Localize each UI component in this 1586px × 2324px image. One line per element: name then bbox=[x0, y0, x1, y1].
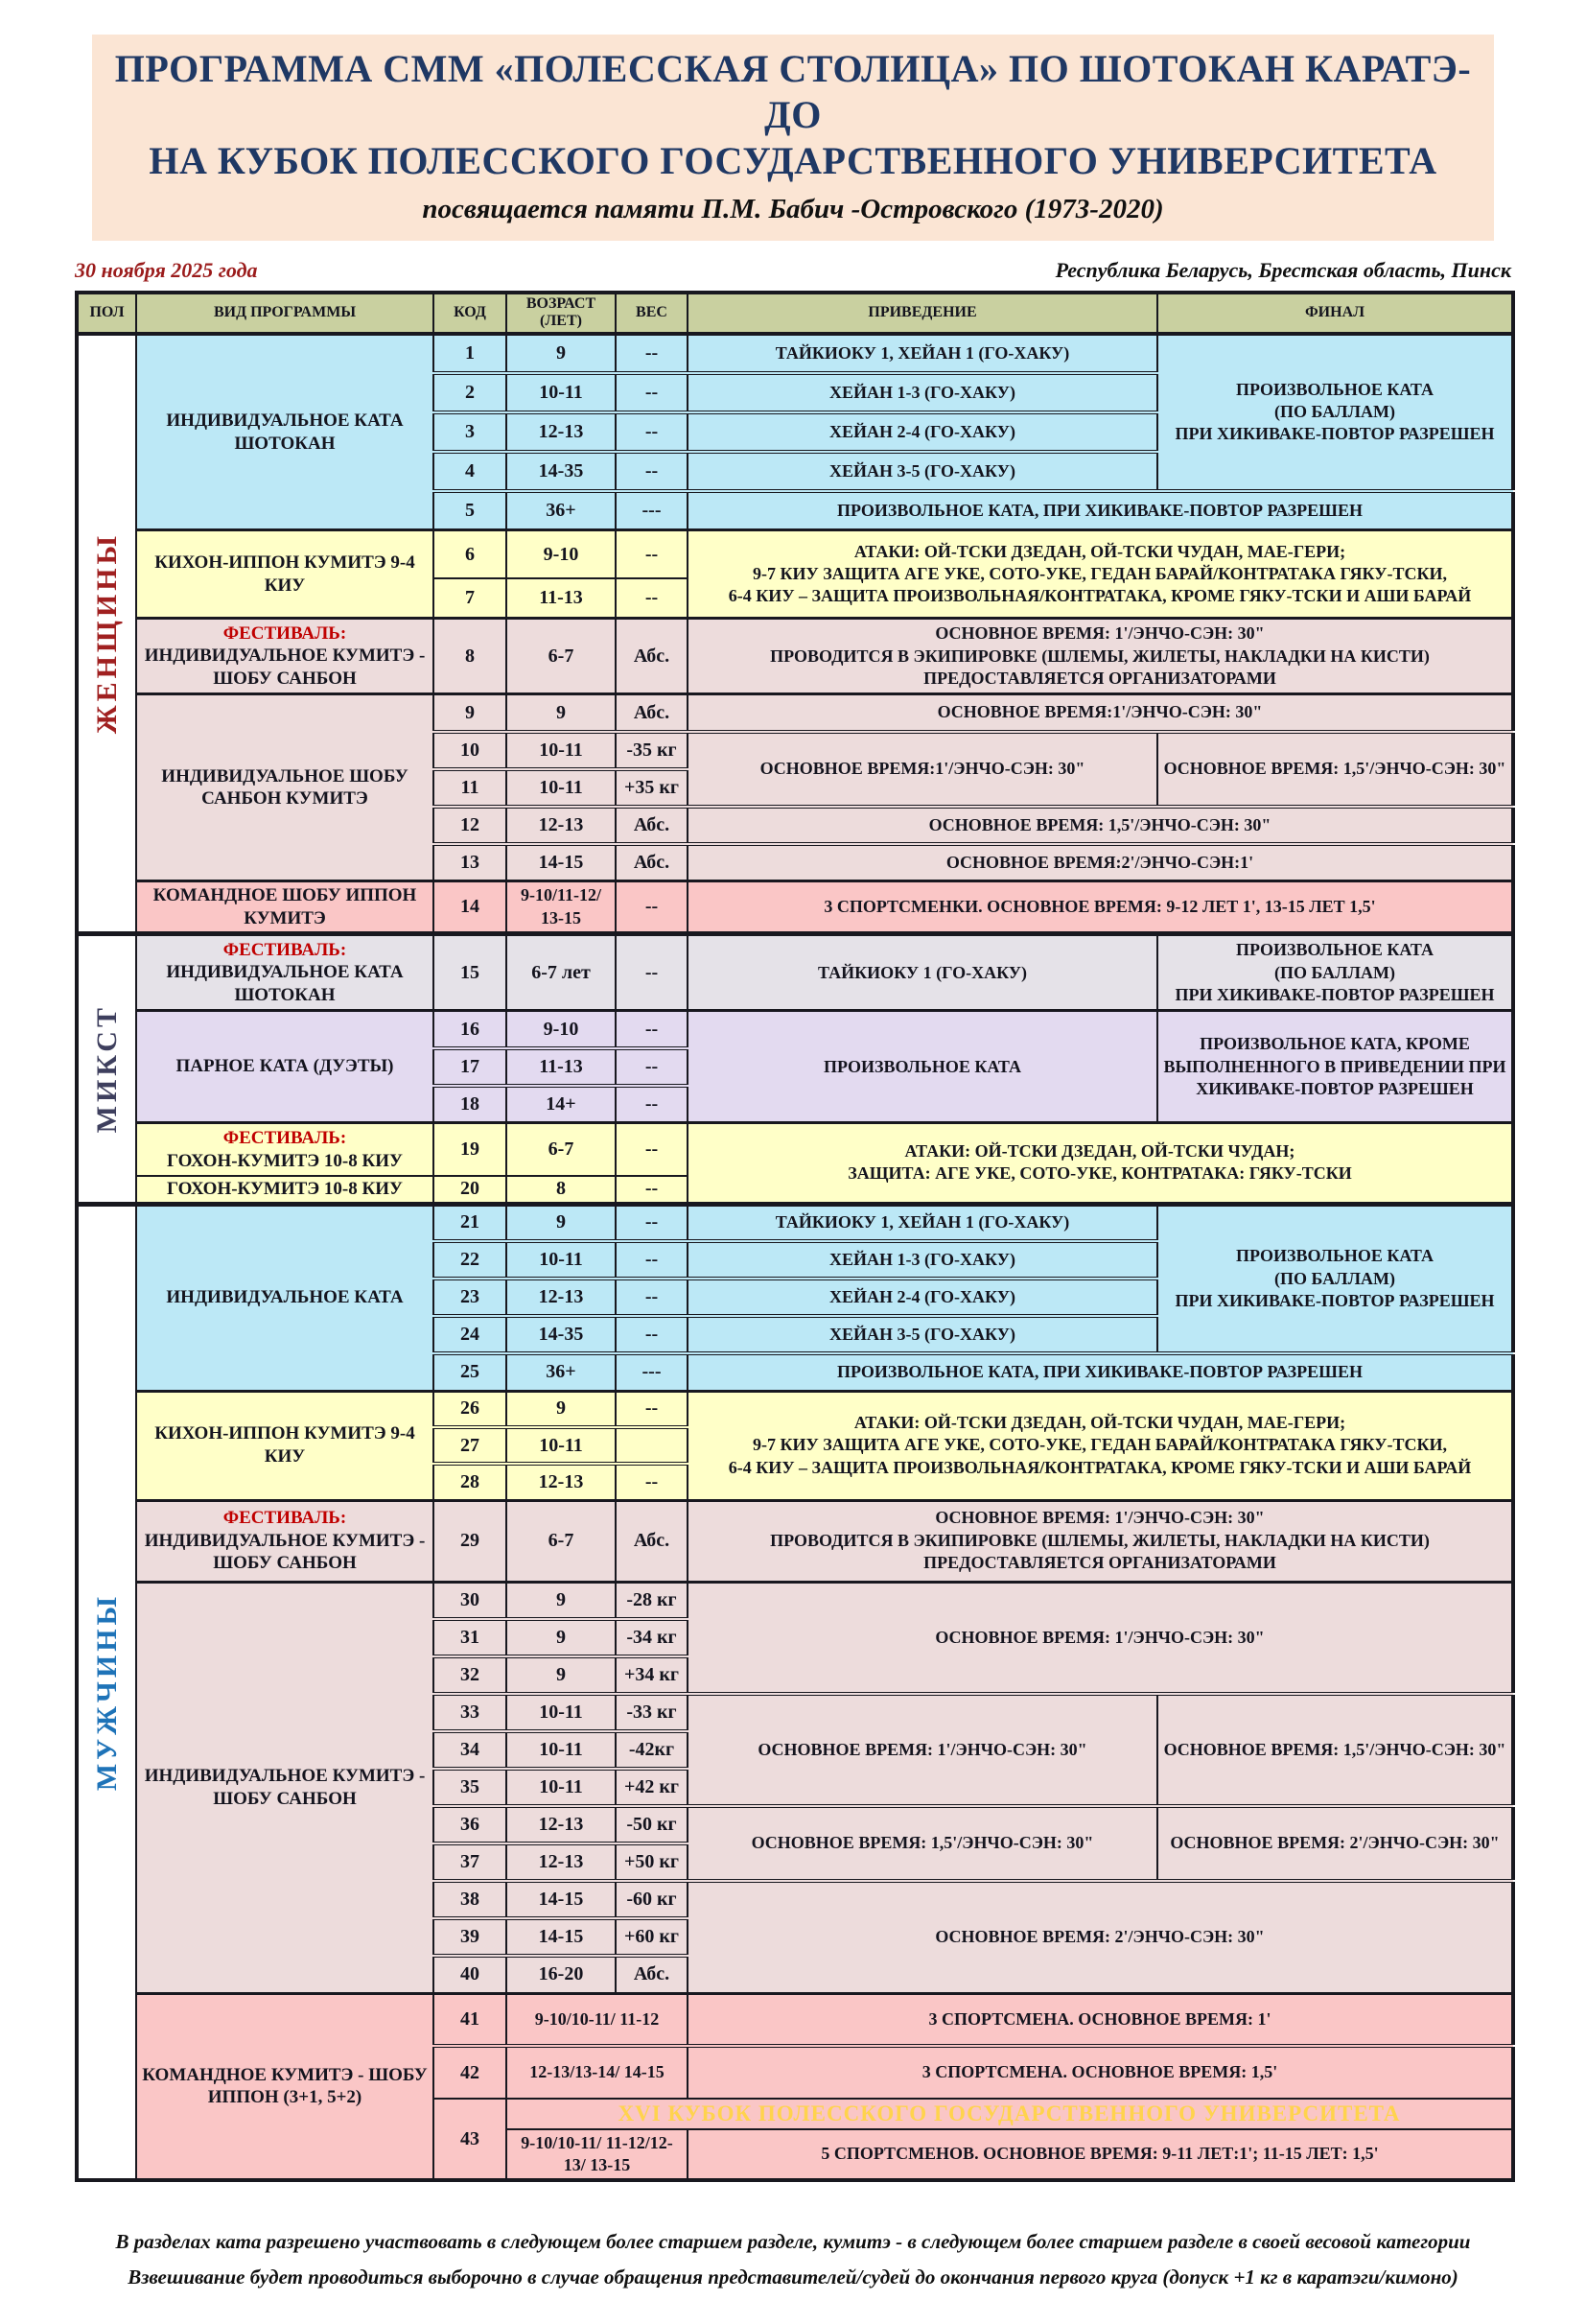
title-banner bbox=[92, 35, 1494, 241]
age-cell: 9-10 bbox=[506, 1011, 616, 1048]
final-cell: ОСНОВНОЕ ВРЕМЯ: 1,5'/ЭНЧО-СЭН: 30" bbox=[1157, 1694, 1513, 1806]
weight-cell: -- bbox=[616, 1086, 688, 1123]
weight-cell: -- bbox=[616, 1048, 688, 1086]
gender-cell-women bbox=[77, 334, 136, 934]
code-cell: 12 bbox=[433, 807, 506, 844]
code-cell: 21 bbox=[433, 1204, 506, 1241]
code-cell: 18 bbox=[433, 1086, 506, 1123]
age-cell: 12-13 bbox=[506, 1843, 616, 1881]
age-cell: 10-11 bbox=[506, 732, 616, 769]
event-location: Республика Беларусь, Брестская область, Пинск bbox=[1055, 258, 1511, 282]
weight-cell: -- bbox=[616, 881, 688, 934]
privedenie-cell: ОСНОВНОЕ ВРЕМЯ:1'/ЭНЧО-СЭН: 30" bbox=[688, 732, 1157, 807]
rule-cell: ОСНОВНОЕ ВРЕМЯ:1'/ЭНЧО-СЭН: 30" bbox=[688, 694, 1513, 732]
age-cell: 9 bbox=[506, 1656, 616, 1694]
rule-cell: ОСНОВНОЕ ВРЕМЯ: 1'/ЭНЧО-СЭН: 30" bbox=[688, 1582, 1513, 1694]
footnotes bbox=[75, 2224, 1511, 2295]
code-cell: 29 bbox=[433, 1500, 506, 1582]
gender-label-men: МУЖЧИНЫ bbox=[90, 1593, 123, 1792]
code-cell: 34 bbox=[433, 1731, 506, 1769]
age-cell: 14-15 bbox=[506, 1918, 616, 1956]
privedenie-cell: ТАЙКИОКУ 1, ХЕЙАН 1 (ГО-ХАКУ) bbox=[688, 334, 1157, 373]
age-cell: 9 bbox=[506, 1391, 616, 1427]
footnote-line1: В разделах ката разрешено участвовать в следующем более старшем разделе, кумитэ - в следующем более старшем разделе в своей весовой категории bbox=[115, 2230, 1471, 2254]
weight-cell: -- bbox=[616, 934, 688, 1011]
gender-cell-mixed bbox=[77, 934, 136, 1204]
rule-cell: ОСНОВНОЕ ВРЕМЯ: 1'/ЭНЧО-СЭН: 30" ПРОВОДИТСЯ В ЭКИПИРОВКЕ (ШЛЕМЫ, ЖИЛЕТЫ, НАКЛАДКИ НА КИСТИ) ПРЕДОСТАВЛЯЕТСЯ ОРГАНИЗАТОРАМИ bbox=[688, 619, 1513, 694]
code-cell: 43 bbox=[433, 2099, 506, 2180]
program-cell: КИХОН-ИППОН КУМИТЭ 9-4 КИУ bbox=[136, 530, 433, 619]
weight-cell: Абс. bbox=[616, 694, 688, 732]
privedenie-cell: ХЕЙАН 3-5 (ГО-ХАКУ) bbox=[688, 1316, 1157, 1353]
code-cell: 31 bbox=[433, 1619, 506, 1656]
age-cell: 14-35 bbox=[506, 452, 616, 491]
weight-cell: -- bbox=[616, 578, 688, 619]
weight-cell: -34 кг bbox=[616, 1619, 688, 1656]
age-cell: 11-13 bbox=[506, 578, 616, 619]
final-cell: ПРОИЗВОЛЬНОЕ КАТА (ПО БАЛЛАМ) ПРИ ХИКИВАКЕ-ПОВТОР РАЗРЕШЕН bbox=[1157, 334, 1513, 491]
age-cell: 12-13 bbox=[506, 1806, 616, 1843]
privedenie-cell: ХЕЙАН 2-4 (ГО-ХАКУ) bbox=[688, 412, 1157, 452]
age-cell: 36+ bbox=[506, 1353, 616, 1391]
code-cell: 32 bbox=[433, 1656, 506, 1694]
age-cell: 6-7 bbox=[506, 619, 616, 694]
rule-cell: ОСНОВНОЕ ВРЕМЯ: 1,5'/ЭНЧО-СЭН: 30" bbox=[688, 807, 1513, 844]
program-cell: КИХОН-ИППОН КУМИТЭ 9-4 КИУ bbox=[136, 1391, 433, 1500]
code-cell: 20 bbox=[433, 1176, 506, 1204]
age-cell: 14+ bbox=[506, 1086, 616, 1123]
code-cell: 27 bbox=[433, 1427, 506, 1464]
code-cell: 28 bbox=[433, 1464, 506, 1500]
rule-cell: 3 СПОРТСМЕНА. ОСНОВНОЕ ВРЕМЯ: 1' bbox=[688, 1993, 1513, 2046]
weight-cell: -33 кг bbox=[616, 1694, 688, 1731]
code-cell: 5 bbox=[433, 491, 506, 530]
age-cell: 14-15 bbox=[506, 844, 616, 881]
rule-cell: 3 СПОРТСМЕНКИ. ОСНОВНОЕ ВРЕМЯ: 9-12 ЛЕТ 1', 13-15 ЛЕТ 1,5' bbox=[688, 881, 1513, 934]
rule-cell: АТАКИ: ОЙ-ТСКИ ДЗЕДАН, ОЙ-ТСКИ ЧУДАН, МАЕ-ГЕРИ; 9-7 КИУ ЗАЩИТА АГЕ УКЕ, СОТО-УКЕ, ГЕДАН БАРАЙ/КОНТРАТАКА ГЯКУ-ТСКИ, 6-4 КИУ – ЗАЩИТА ПРОИЗВОЛЬНАЯ/КОНТРАТАКА, КРОМЕ ГЯКУ-ТСКИ И АШИ БАРАЙ bbox=[688, 530, 1513, 619]
page-title-line2: НА КУБОК ПОЛЕССКОГО ГОСУДАРСТВЕННОГО УНИВЕРСИТЕТА bbox=[149, 139, 1437, 182]
code-cell: 3 bbox=[433, 412, 506, 452]
privedenie-cell: ТАЙКИОКУ 1, ХЕЙАН 1 (ГО-ХАКУ) bbox=[688, 1204, 1157, 1241]
age-cell: 12-13 bbox=[506, 1464, 616, 1500]
weight-cell: Абс. bbox=[616, 1956, 688, 1993]
age-cell: 10-11 bbox=[506, 1769, 616, 1806]
final-cell: ПРОИЗВОЛЬНОЕ КАТА, КРОМЕ ВЫПОЛНЕННОГО В ПРИВЕДЕНИИ ПРИ ХИКИВАКЕ-ПОВТОР РАЗРЕШЕН bbox=[1157, 1011, 1513, 1123]
weight-cell: +42 кг bbox=[616, 1769, 688, 1806]
age-cell: 36+ bbox=[506, 491, 616, 530]
col-header-vozrast: ВОЗРАСТ (ЛЕТ) bbox=[506, 293, 616, 334]
code-cell: 2 bbox=[433, 373, 506, 412]
code-cell: 16 bbox=[433, 1011, 506, 1048]
age-cell: 12-13 bbox=[506, 1279, 616, 1316]
age-cell: 10-11 bbox=[506, 1731, 616, 1769]
weight-cell: -- bbox=[616, 373, 688, 412]
weight-cell: -- bbox=[616, 1391, 688, 1427]
festival-prefix: ФЕСТИВАЛЬ: bbox=[222, 622, 347, 644]
age-cell: 9 bbox=[506, 694, 616, 732]
code-cell: 37 bbox=[433, 1843, 506, 1881]
code-cell: 15 bbox=[433, 934, 506, 1011]
program-cell: ИНДИВИДУАЛЬНОЕ КУМИТЭ - ШОБУ САНБОН bbox=[136, 1582, 433, 1993]
code-cell: 4 bbox=[433, 452, 506, 491]
age-cell: 10-11 bbox=[506, 769, 616, 807]
weight-cell: -- bbox=[616, 452, 688, 491]
col-header-ves: ВЕС bbox=[616, 293, 688, 334]
age-cell: 10-11 bbox=[506, 1241, 616, 1279]
rule-cell: АТАКИ: ОЙ-ТСКИ ДЗЕДАН, ОЙ-ТСКИ ЧУДАН; ЗАЩИТА: АГЕ УКЕ, СОТО-УКЕ, КОНТРАТАКА: ГЯКУ-ТСКИ bbox=[688, 1123, 1513, 1204]
weight-cell: -- bbox=[616, 1011, 688, 1048]
weight-cell: --- bbox=[616, 1353, 688, 1391]
weight-cell: -- bbox=[616, 1464, 688, 1500]
weight-cell: +34 кг bbox=[616, 1656, 688, 1694]
weight-cell: -- bbox=[616, 1204, 688, 1241]
age-cell: 11-13 bbox=[506, 1048, 616, 1086]
code-cell: 30 bbox=[433, 1582, 506, 1619]
age-cell: 12-13 bbox=[506, 807, 616, 844]
age-cell: 9 bbox=[506, 1204, 616, 1241]
weight-cell: +60 кг bbox=[616, 1918, 688, 1956]
weight-cell: -- bbox=[616, 412, 688, 452]
weight-cell bbox=[616, 1427, 688, 1464]
weight-cell: -- bbox=[616, 1316, 688, 1353]
weight-cell: -- bbox=[616, 530, 688, 578]
weight-cell: -- bbox=[616, 334, 688, 373]
privedenie-cell: ХЕЙАН 1-3 (ГО-ХАКУ) bbox=[688, 1241, 1157, 1279]
code-cell: 33 bbox=[433, 1694, 506, 1731]
gender-label-women: ЖЕНЩИНЫ bbox=[90, 532, 123, 735]
final-cell: ОСНОВНОЕ ВРЕМЯ: 1,5'/ЭНЧО-СЭН: 30" bbox=[1157, 732, 1513, 807]
event-date: 30 ноября 2025 года bbox=[75, 258, 258, 282]
code-cell: 39 bbox=[433, 1918, 506, 1956]
rule-cell: ПРОИЗВОЛЬНОЕ КАТА, ПРИ ХИКИВАКЕ-ПОВТОР РАЗРЕШЕН bbox=[688, 1353, 1513, 1391]
rule-cell: ОСНОВНОЕ ВРЕМЯ:2'/ЭНЧО-СЭН:1' bbox=[688, 844, 1513, 881]
code-cell: 6 bbox=[433, 530, 506, 578]
weight-cell: +50 кг bbox=[616, 1843, 688, 1881]
code-cell: 7 bbox=[433, 578, 506, 619]
code-cell: 24 bbox=[433, 1316, 506, 1353]
code-cell: 42 bbox=[433, 2046, 506, 2099]
rule-cell: ОСНОВНОЕ ВРЕМЯ: 2'/ЭНЧО-СЭН: 30" bbox=[688, 1881, 1513, 1993]
program-cell: ИНДИВИДУАЛЬНОЕ ШОБУ САНБОН КУМИТЭ bbox=[136, 694, 433, 881]
code-cell: 22 bbox=[433, 1241, 506, 1279]
weight-cell: -50 кг bbox=[616, 1806, 688, 1843]
weight-cell: -- bbox=[616, 1176, 688, 1204]
code-cell: 19 bbox=[433, 1123, 506, 1176]
code-cell: 23 bbox=[433, 1279, 506, 1316]
code-cell: 26 bbox=[433, 1391, 506, 1427]
program-cell: ФЕСТИВАЛЬ: ИНДИВИДУАЛЬНОЕ КУМИТЭ - ШОБУ САНБОН bbox=[136, 1500, 433, 1582]
weight-cell: Абс. bbox=[616, 1500, 688, 1582]
rule-cell: ПРОИЗВОЛЬНОЕ КАТА, ПРИ ХИКИВАКЕ-ПОВТОР РАЗРЕШЕН bbox=[688, 491, 1513, 530]
age-cell: 9-10/10-11/ 11-12 bbox=[506, 1993, 688, 2046]
code-cell: 35 bbox=[433, 1769, 506, 1806]
code-cell: 36 bbox=[433, 1806, 506, 1843]
weight-cell: --- bbox=[616, 491, 688, 530]
code-cell: 14 bbox=[433, 881, 506, 934]
footnote-line2: Взвешивание будет проводиться выборочно в случае обращения представителей/судей до окончания первого круга (допуск +1 кг в каратэги/кимоно) bbox=[128, 2265, 1458, 2289]
page-title-line1: ПРОГРАММА СММ «ПОЛЕССКАЯ СТОЛИЦА» ПО ШОТОКАН КАРАТЭ-ДО bbox=[114, 47, 1472, 136]
age-cell: 14-15 bbox=[506, 1881, 616, 1918]
weight-cell: +35 кг bbox=[616, 769, 688, 807]
rule-cell: 5 СПОРТСМЕНОВ. ОСНОВНОЕ ВРЕМЯ: 9-11 ЛЕТ:1'; 11-15 ЛЕТ: 1,5' bbox=[688, 2129, 1513, 2180]
code-cell: 1 bbox=[433, 334, 506, 373]
program-cell: ФЕСТИВАЛЬ: ИНДИВИДУАЛЬНОЕ КАТА ШОТОКАН bbox=[136, 934, 433, 1011]
gender-cell-men bbox=[77, 1204, 136, 2180]
program-cell: ИНДИВИДУАЛЬНОЕ КАТА bbox=[136, 1204, 433, 1391]
weight-cell: -- bbox=[616, 1241, 688, 1279]
age-cell: 10-11 bbox=[506, 1427, 616, 1464]
age-cell: 14-35 bbox=[506, 1316, 616, 1353]
code-cell: 40 bbox=[433, 1956, 506, 1993]
code-cell: 13 bbox=[433, 844, 506, 881]
weight-cell: -28 кг bbox=[616, 1582, 688, 1619]
program-cell: ФЕСТИВАЛЬ: ГОХОН-КУМИТЭ 10-8 КИУ bbox=[136, 1123, 433, 1176]
col-header-kod: КОД bbox=[433, 293, 506, 334]
rule-cell: АТАКИ: ОЙ-ТСКИ ДЗЕДАН, ОЙ-ТСКИ ЧУДАН, МАЕ-ГЕРИ; 9-7 КИУ ЗАЩИТА АГЕ УКЕ, СОТО-УКЕ, ГЕДАН БАРАЙ/КОНТРАТАКА ГЯКУ-ТСКИ, 6-4 КИУ – ЗАЩИТА ПРОИЗВОЛЬНАЯ/КОНТРАТАКА, КРОМЕ ГЯКУ-ТСКИ И АШИ БАРАЙ bbox=[688, 1391, 1513, 1500]
final-cell: ПРОИЗВОЛЬНОЕ КАТА (ПО БАЛЛАМ) ПРИ ХИКИВАКЕ-ПОВТОР РАЗРЕШЕН bbox=[1157, 934, 1513, 1011]
age-cell: 12-13/13-14/ 14-15 bbox=[506, 2046, 688, 2099]
weight-cell: -35 кг bbox=[616, 732, 688, 769]
gender-label-mixed: МИКСТ bbox=[90, 1004, 123, 1134]
code-cell: 10 bbox=[433, 732, 506, 769]
weight-cell: -- bbox=[616, 1123, 688, 1176]
weight-cell: Абс. bbox=[616, 844, 688, 881]
privedenie-cell: ХЕЙАН 3-5 (ГО-ХАКУ) bbox=[688, 452, 1157, 491]
privedenie-cell: ОСНОВНОЕ ВРЕМЯ: 1,5'/ЭНЧО-СЭН: 30" bbox=[688, 1806, 1157, 1881]
program-cell: ФЕСТИВАЛЬ: ИНДИВИДУАЛЬНОЕ КУМИТЭ - ШОБУ САНБОН bbox=[136, 619, 433, 694]
age-cell: 6-7 bbox=[506, 1123, 616, 1176]
program-cell: ГОХОН-КУМИТЭ 10-8 КИУ bbox=[136, 1176, 433, 1204]
cup-banner: XVI КУБОК ПОЛЕССКОГО ГОСУДАРСТВЕННОГО УНИВЕРСИТЕТА bbox=[506, 2099, 1513, 2129]
age-cell: 12-13 bbox=[506, 412, 616, 452]
final-cell: ПРОИЗВОЛЬНОЕ КАТА (ПО БАЛЛАМ) ПРИ ХИКИВАКЕ-ПОВТОР РАЗРЕШЕН bbox=[1157, 1204, 1513, 1353]
age-cell: 8 bbox=[506, 1176, 616, 1204]
weight-cell: Абс. bbox=[616, 619, 688, 694]
weight-cell: -60 кг bbox=[616, 1881, 688, 1918]
weight-cell: -42кг bbox=[616, 1731, 688, 1769]
meta-row bbox=[75, 258, 1511, 283]
code-cell: 41 bbox=[433, 1993, 506, 2046]
code-cell: 25 bbox=[433, 1353, 506, 1391]
age-cell: 10-11 bbox=[506, 373, 616, 412]
privedenie-cell: ХЕЙАН 1-3 (ГО-ХАКУ) bbox=[688, 373, 1157, 412]
age-cell: 9 bbox=[506, 1582, 616, 1619]
age-cell: 9 bbox=[506, 334, 616, 373]
age-cell: 9-10/10-11/ 11-12/12-13/ 13-15 bbox=[506, 2129, 688, 2180]
col-header-final: ФИНАЛ bbox=[1157, 293, 1513, 334]
age-cell: 9-10 bbox=[506, 530, 616, 578]
code-cell: 38 bbox=[433, 1881, 506, 1918]
weight-cell: -- bbox=[616, 1279, 688, 1316]
rule-cell: 3 СПОРТСМЕНА. ОСНОВНОЕ ВРЕМЯ: 1,5' bbox=[688, 2046, 1513, 2099]
age-cell: 9-10/11-12/ 13-15 bbox=[506, 881, 616, 934]
age-cell: 6-7 лет bbox=[506, 934, 616, 1011]
program-cell: ПАРНОЕ КАТА (ДУЭТЫ) bbox=[136, 1011, 433, 1123]
col-header-vid: ВИД ПРОГРАММЫ bbox=[136, 293, 433, 334]
privedenie-cell: ПРОИЗВОЛЬНОЕ КАТА bbox=[688, 1011, 1157, 1123]
code-cell: 9 bbox=[433, 694, 506, 732]
code-cell: 17 bbox=[433, 1048, 506, 1086]
col-header-pol: ПОЛ bbox=[77, 293, 136, 334]
program-cell: КОМАНДНОЕ ШОБУ ИППОН КУМИТЭ bbox=[136, 881, 433, 934]
age-cell: 9 bbox=[506, 1619, 616, 1656]
age-cell: 16-20 bbox=[506, 1956, 616, 1993]
festival-prefix: ФЕСТИВАЛЬ: bbox=[222, 1507, 347, 1528]
col-header-privedenie: ПРИВЕДЕНИЕ bbox=[688, 293, 1157, 334]
dedication-subtitle: посвящается памяти П.М. Бабич -Островского (1973-2020) bbox=[422, 194, 1164, 224]
festival-prefix: ФЕСТИВАЛЬ: bbox=[222, 939, 347, 960]
program-cell: КОМАНДНОЕ КУМИТЭ - ШОБУ ИППОН (3+1, 5+2) bbox=[136, 1993, 433, 2180]
program-cell: ИНДИВИДУАЛЬНОЕ КАТА ШОТОКАН bbox=[136, 334, 433, 530]
privedenie-cell: ТАЙКИОКУ 1 (ГО-ХАКУ) bbox=[688, 934, 1157, 1011]
program-table bbox=[75, 291, 1515, 2182]
age-cell: 6-7 bbox=[506, 1500, 616, 1582]
code-cell: 8 bbox=[433, 619, 506, 694]
age-cell: 10-11 bbox=[506, 1694, 616, 1731]
final-cell: ОСНОВНОЕ ВРЕМЯ: 2'/ЭНЧО-СЭН: 30" bbox=[1157, 1806, 1513, 1881]
privedenie-cell: ХЕЙАН 2-4 (ГО-ХАКУ) bbox=[688, 1279, 1157, 1316]
code-cell: 11 bbox=[433, 769, 506, 807]
weight-cell: Абс. bbox=[616, 807, 688, 844]
privedenie-cell: ОСНОВНОЕ ВРЕМЯ: 1'/ЭНЧО-СЭН: 30" bbox=[688, 1694, 1157, 1806]
festival-prefix: ФЕСТИВАЛЬ: bbox=[222, 1127, 347, 1148]
rule-cell: ОСНОВНОЕ ВРЕМЯ: 1'/ЭНЧО-СЭН: 30" ПРОВОДИТСЯ В ЭКИПИРОВКЕ (ШЛЕМЫ, ЖИЛЕТЫ, НАКЛАДКИ НА КИСТИ) ПРЕДОСТАВЛЯЕТСЯ ОРГАНИЗАТОРАМИ bbox=[688, 1500, 1513, 1582]
